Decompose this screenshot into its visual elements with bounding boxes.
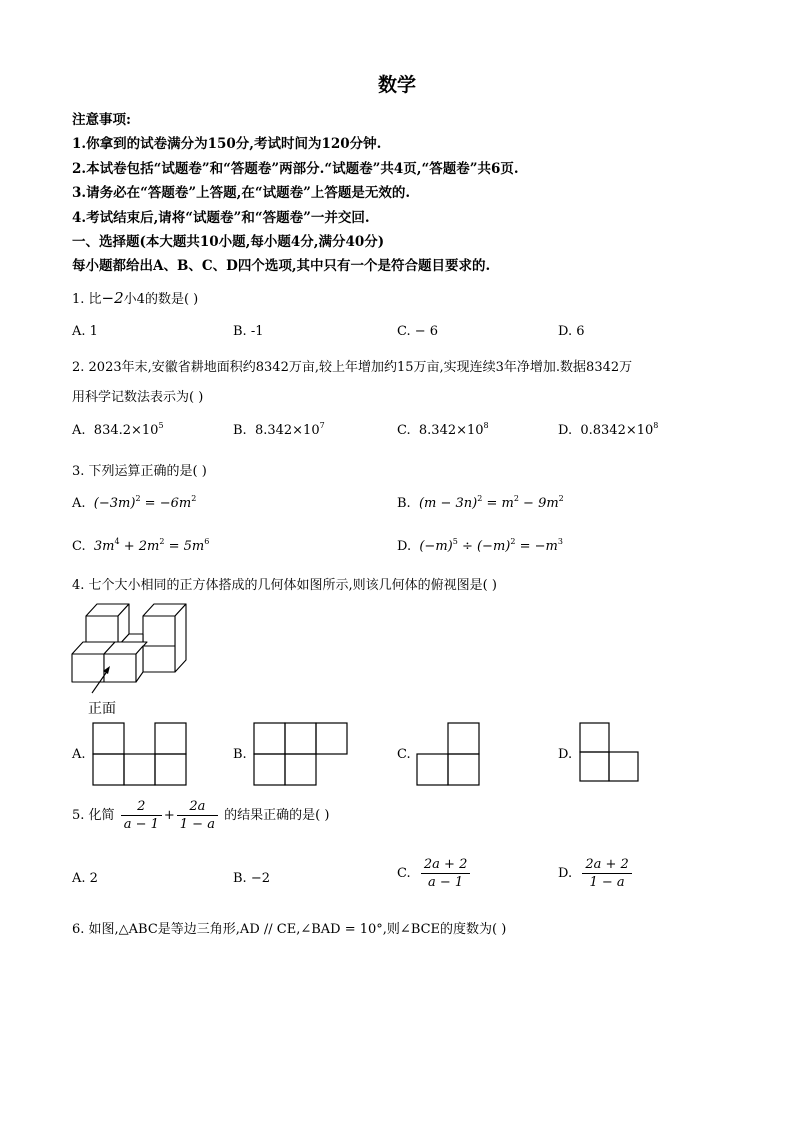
q3-option-d-e1: 5 [452, 537, 458, 546]
q5-fraction-2 [177, 798, 218, 833]
q3-option-a-e1: 2 [135, 494, 141, 503]
q5-f2-den: 1 − a [179, 817, 215, 832]
q2-option-d-label: D. [558, 423, 573, 438]
q2-line-1: 2. 2023年末,安徽省耕地面积约8342万亩,较上年增加约15万亩,实现连续3年净增加.数据8342万 [72, 360, 633, 375]
q5-option-c-den: a − 1 [428, 875, 464, 890]
notice-item-4: 4.考试结束后,请将“试题卷”和“答题卷”一并交回. [72, 210, 370, 226]
q3-option-c-e1: 4 [114, 537, 120, 546]
q4-stem: 4. 七个大小相同的正方体搭成的几何体如图所示,则该几何体的俯视图是( ) [72, 578, 497, 593]
q3-stem: 3. 下列运算正确的是( ) [72, 464, 207, 479]
q2-option-d-exp: 8 [653, 421, 659, 430]
q5-option-c-label: C. [397, 866, 411, 881]
q2-option-b-label: B. [233, 423, 247, 438]
q3-option-d-e2: 2 [510, 537, 516, 546]
q4-option-c-label[interactable]: C. [397, 747, 411, 762]
q3-option-a-mid: = −6m [140, 496, 192, 511]
q6-stem: 6. 如图,△ABC是等边三角形,AD // CE,∠BAD = 10°,则∠BCE的度数为( ) [72, 922, 507, 937]
q3-option-b-e1: 2 [477, 494, 483, 503]
q3-option-b-lhs: (m − 3n) [418, 496, 478, 511]
q3-option-b-label: B. [397, 496, 411, 511]
q2-option-d-base: 0.8342×10 [580, 423, 654, 438]
q2-option-c-label: C. [397, 423, 411, 438]
section-heading: 一、选择题(本大题共10小题,每小题4分,满分40分) [72, 234, 385, 250]
q3-option-c-label: C. [72, 539, 86, 554]
q3-option-a-lhs: (−3m) [93, 496, 136, 511]
q5-f2-num: 2a [177, 798, 218, 816]
q4-option-d-label[interactable]: D. [558, 747, 573, 762]
q4-option-a-label[interactable]: A. [72, 747, 86, 762]
q3-option-d-lhs: (−m) [419, 539, 453, 554]
q5-option-d-fraction [582, 856, 631, 891]
q4-option-c-grid[interactable] [416, 722, 486, 792]
q2-line-2: 用科学记数法表示为( ) [72, 390, 204, 405]
q3-option-c-lhs: 3m [93, 539, 115, 554]
q1-option-c[interactable]: C. − 6 [397, 324, 439, 339]
q2-option-a-exp: 5 [158, 421, 164, 430]
q2-option-a-base: 834.2×10 [93, 423, 159, 438]
q3-option-d-mid: ÷ (−m) [457, 539, 511, 554]
notice-item-2: 2.本试卷包括“试题卷”和“答题卷”两部分.“试题卷”共4页,“答题卷”共6页. [72, 161, 519, 177]
q3-option-c-mid2: = 5m [164, 539, 205, 554]
q3-option-a-e2: 2 [191, 494, 197, 503]
notice-item-1: 1.你拿到的试卷满分为150分,考试时间为120分钟. [72, 136, 382, 152]
q1-option-d[interactable]: D. 6 [558, 324, 585, 339]
q4-option-b-label[interactable]: B. [233, 747, 247, 762]
q5-option-b[interactable]: B. −2 [233, 871, 270, 886]
q2-option-c-base: 8.342×10 [418, 423, 484, 438]
q3-option-c-e2: 2 [159, 537, 165, 546]
q1-suffix: 小4的数是( ) [123, 292, 199, 307]
q3-option-b-mid: = m [482, 496, 514, 511]
q3-option-b-mid2: − 9m [518, 496, 559, 511]
notice-item-3: 3.请务必在“答题卷”上答题,在“试题卷”上答题是无效的. [72, 185, 411, 201]
front-label: 正面 [88, 701, 116, 717]
q3-option-d-label: D. [397, 539, 412, 554]
q3-option-d-mid2: = −m [515, 539, 558, 554]
q5-plus: + [163, 808, 175, 823]
q3-option-b-e2: 2 [513, 494, 519, 503]
q5-f1-num: 2 [121, 798, 162, 816]
q5-option-a[interactable]: A. 2 [72, 871, 98, 886]
q4-option-a-grid[interactable] [92, 722, 192, 792]
q5-option-d[interactable] [558, 856, 634, 891]
section-instruction: 每小题都给出A、B、C、D四个选项,其中只有一个是符合题目要求的. [72, 258, 491, 274]
q5-option-d-den: 1 − a [589, 875, 625, 890]
q1-option-a[interactable]: A. 1 [72, 324, 98, 339]
q3-option-d-e3: 3 [557, 537, 563, 546]
q5-f1-den: a − 1 [123, 817, 159, 832]
q5-suffix: 的结果正确的是( ) [224, 808, 330, 823]
q4-option-b-grid[interactable] [253, 722, 353, 792]
q5-option-c-fraction [421, 856, 470, 891]
q2-option-b-base: 8.342×10 [254, 423, 320, 438]
q5-stem [72, 798, 329, 833]
q1-prefix: 1. 比 [72, 292, 102, 307]
q5-fraction-1 [121, 798, 162, 833]
q5-option-c[interactable] [397, 856, 472, 891]
q3-option-a-label: A. [72, 496, 86, 511]
q2-option-c-exp: 8 [483, 421, 489, 430]
q1-option-b[interactable]: B. -1 [233, 324, 264, 339]
q3-option-c-mid: + 2m [119, 539, 160, 554]
q3-option-b-e3: 2 [558, 494, 564, 503]
q5-option-d-label: D. [558, 866, 573, 881]
q4-option-d-grid[interactable] [579, 722, 649, 792]
q5-option-c-num: 2a + 2 [421, 856, 470, 874]
page-title: 数学 [377, 74, 416, 96]
q2-option-a-label: A. [72, 423, 86, 438]
q5-prefix: 5. 化简 [72, 808, 115, 823]
q3-option-c-e3: 6 [204, 537, 210, 546]
q2-option-b-exp: 7 [319, 421, 325, 430]
notice-heading: 注意事项: [72, 112, 131, 128]
q5-option-d-num: 2a + 2 [582, 856, 631, 874]
q1-number: −2 [101, 289, 124, 307]
